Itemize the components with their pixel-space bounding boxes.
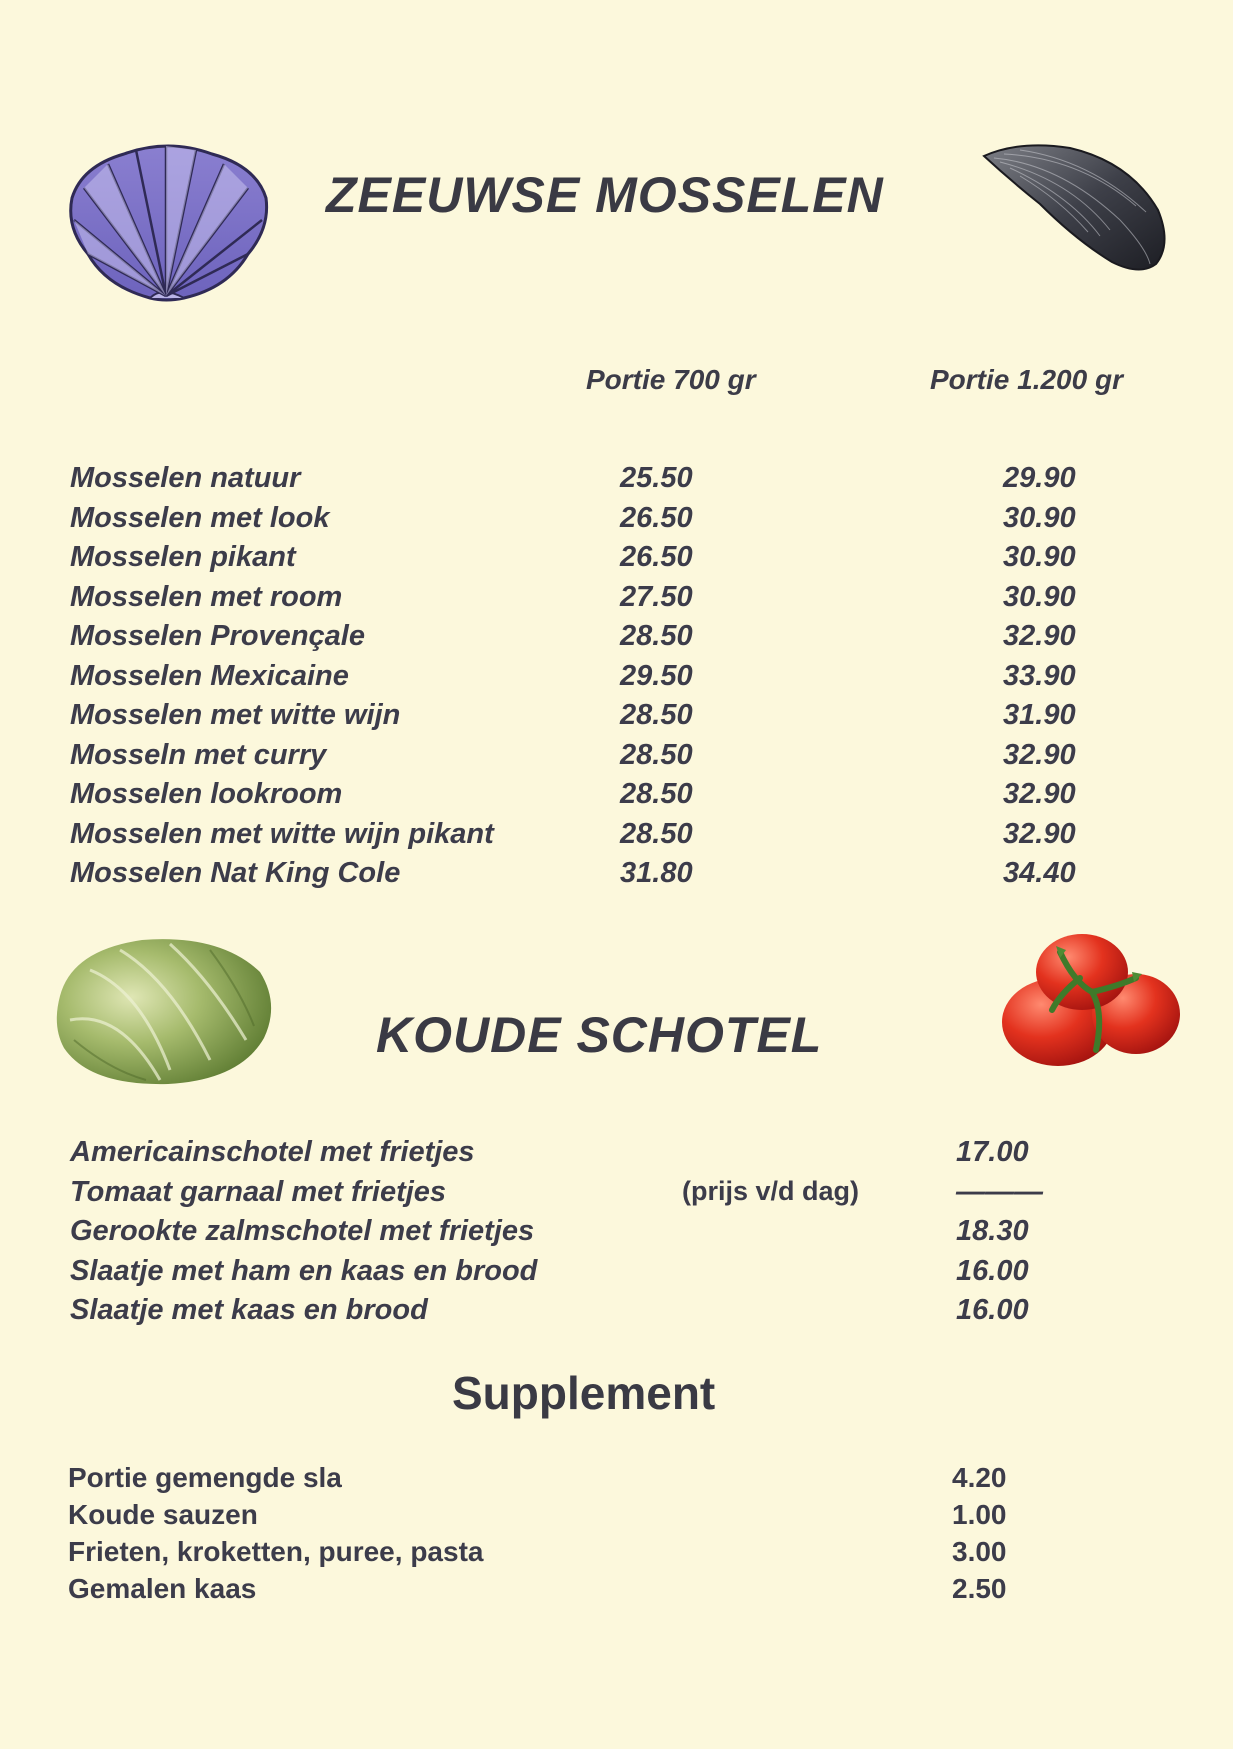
list-item: Mosselen met room 27.50 30.90 bbox=[70, 580, 1076, 613]
mussel-icon bbox=[980, 140, 1170, 274]
list-item: Mosseln met curry 28.50 32.90 bbox=[70, 738, 1076, 771]
col-header-700: Portie 700 gr bbox=[586, 364, 756, 395]
supplement-title: Supplement bbox=[452, 1367, 716, 1419]
list-item: Mosselen Provençale 28.50 32.90 bbox=[70, 620, 1076, 652]
list-item: Americainschotel met frietjes 17.00 bbox=[70, 1136, 1029, 1168]
koude-title: KOUDE SCHOTEL bbox=[376, 1007, 823, 1063]
list-item: Mosselen lookroom 28.50 32.90 bbox=[70, 778, 1076, 810]
list-item: Slaatje met kaas en brood 16.00 bbox=[70, 1294, 1029, 1326]
list-item: Mosselen pikant 26.50 30.90 bbox=[70, 541, 1076, 573]
col-header-1200: Portie 1.200 gr bbox=[930, 364, 1123, 395]
list-item: Portie gemengde sla 4.20 bbox=[68, 1462, 1007, 1493]
list-item: Gemalen kaas 2.50 bbox=[68, 1573, 1007, 1604]
list-item: Tomaat garnaal met frietjes (prijs v/d dag) ——— bbox=[70, 1175, 1043, 1208]
cabbage-icon bbox=[50, 930, 278, 1088]
list-item: Slaatje met ham en kaas en brood 16.00 bbox=[70, 1254, 1029, 1287]
list-item: Mosselen met look 26.50 30.90 bbox=[70, 501, 1076, 534]
list-item: Gerookte zalmschotel met frietjes 18.30 bbox=[70, 1215, 1029, 1247]
list-item: Mosselen natuur 25.50 29.90 bbox=[70, 462, 1076, 494]
tomato-icon bbox=[1000, 932, 1180, 1066]
list-item: Mosselen met witte wijn pikant 28.50 32.90 bbox=[70, 817, 1076, 850]
list-item: Mosselen Nat King Cole 31.80 34.40 bbox=[70, 857, 1076, 889]
mosselen-title: ZEEUWSE MOSSELEN bbox=[326, 167, 884, 223]
list-item: Koude sauzen 1.00 bbox=[68, 1499, 1007, 1530]
list-item: Mosselen Mexicaine 29.50 33.90 bbox=[70, 659, 1076, 692]
scallop-shell-icon bbox=[66, 136, 272, 304]
list-item: Frieten, kroketten, puree, pasta 3.00 bbox=[68, 1536, 1007, 1567]
list-item: Mosselen met witte wijn 28.50 31.90 bbox=[70, 699, 1076, 731]
